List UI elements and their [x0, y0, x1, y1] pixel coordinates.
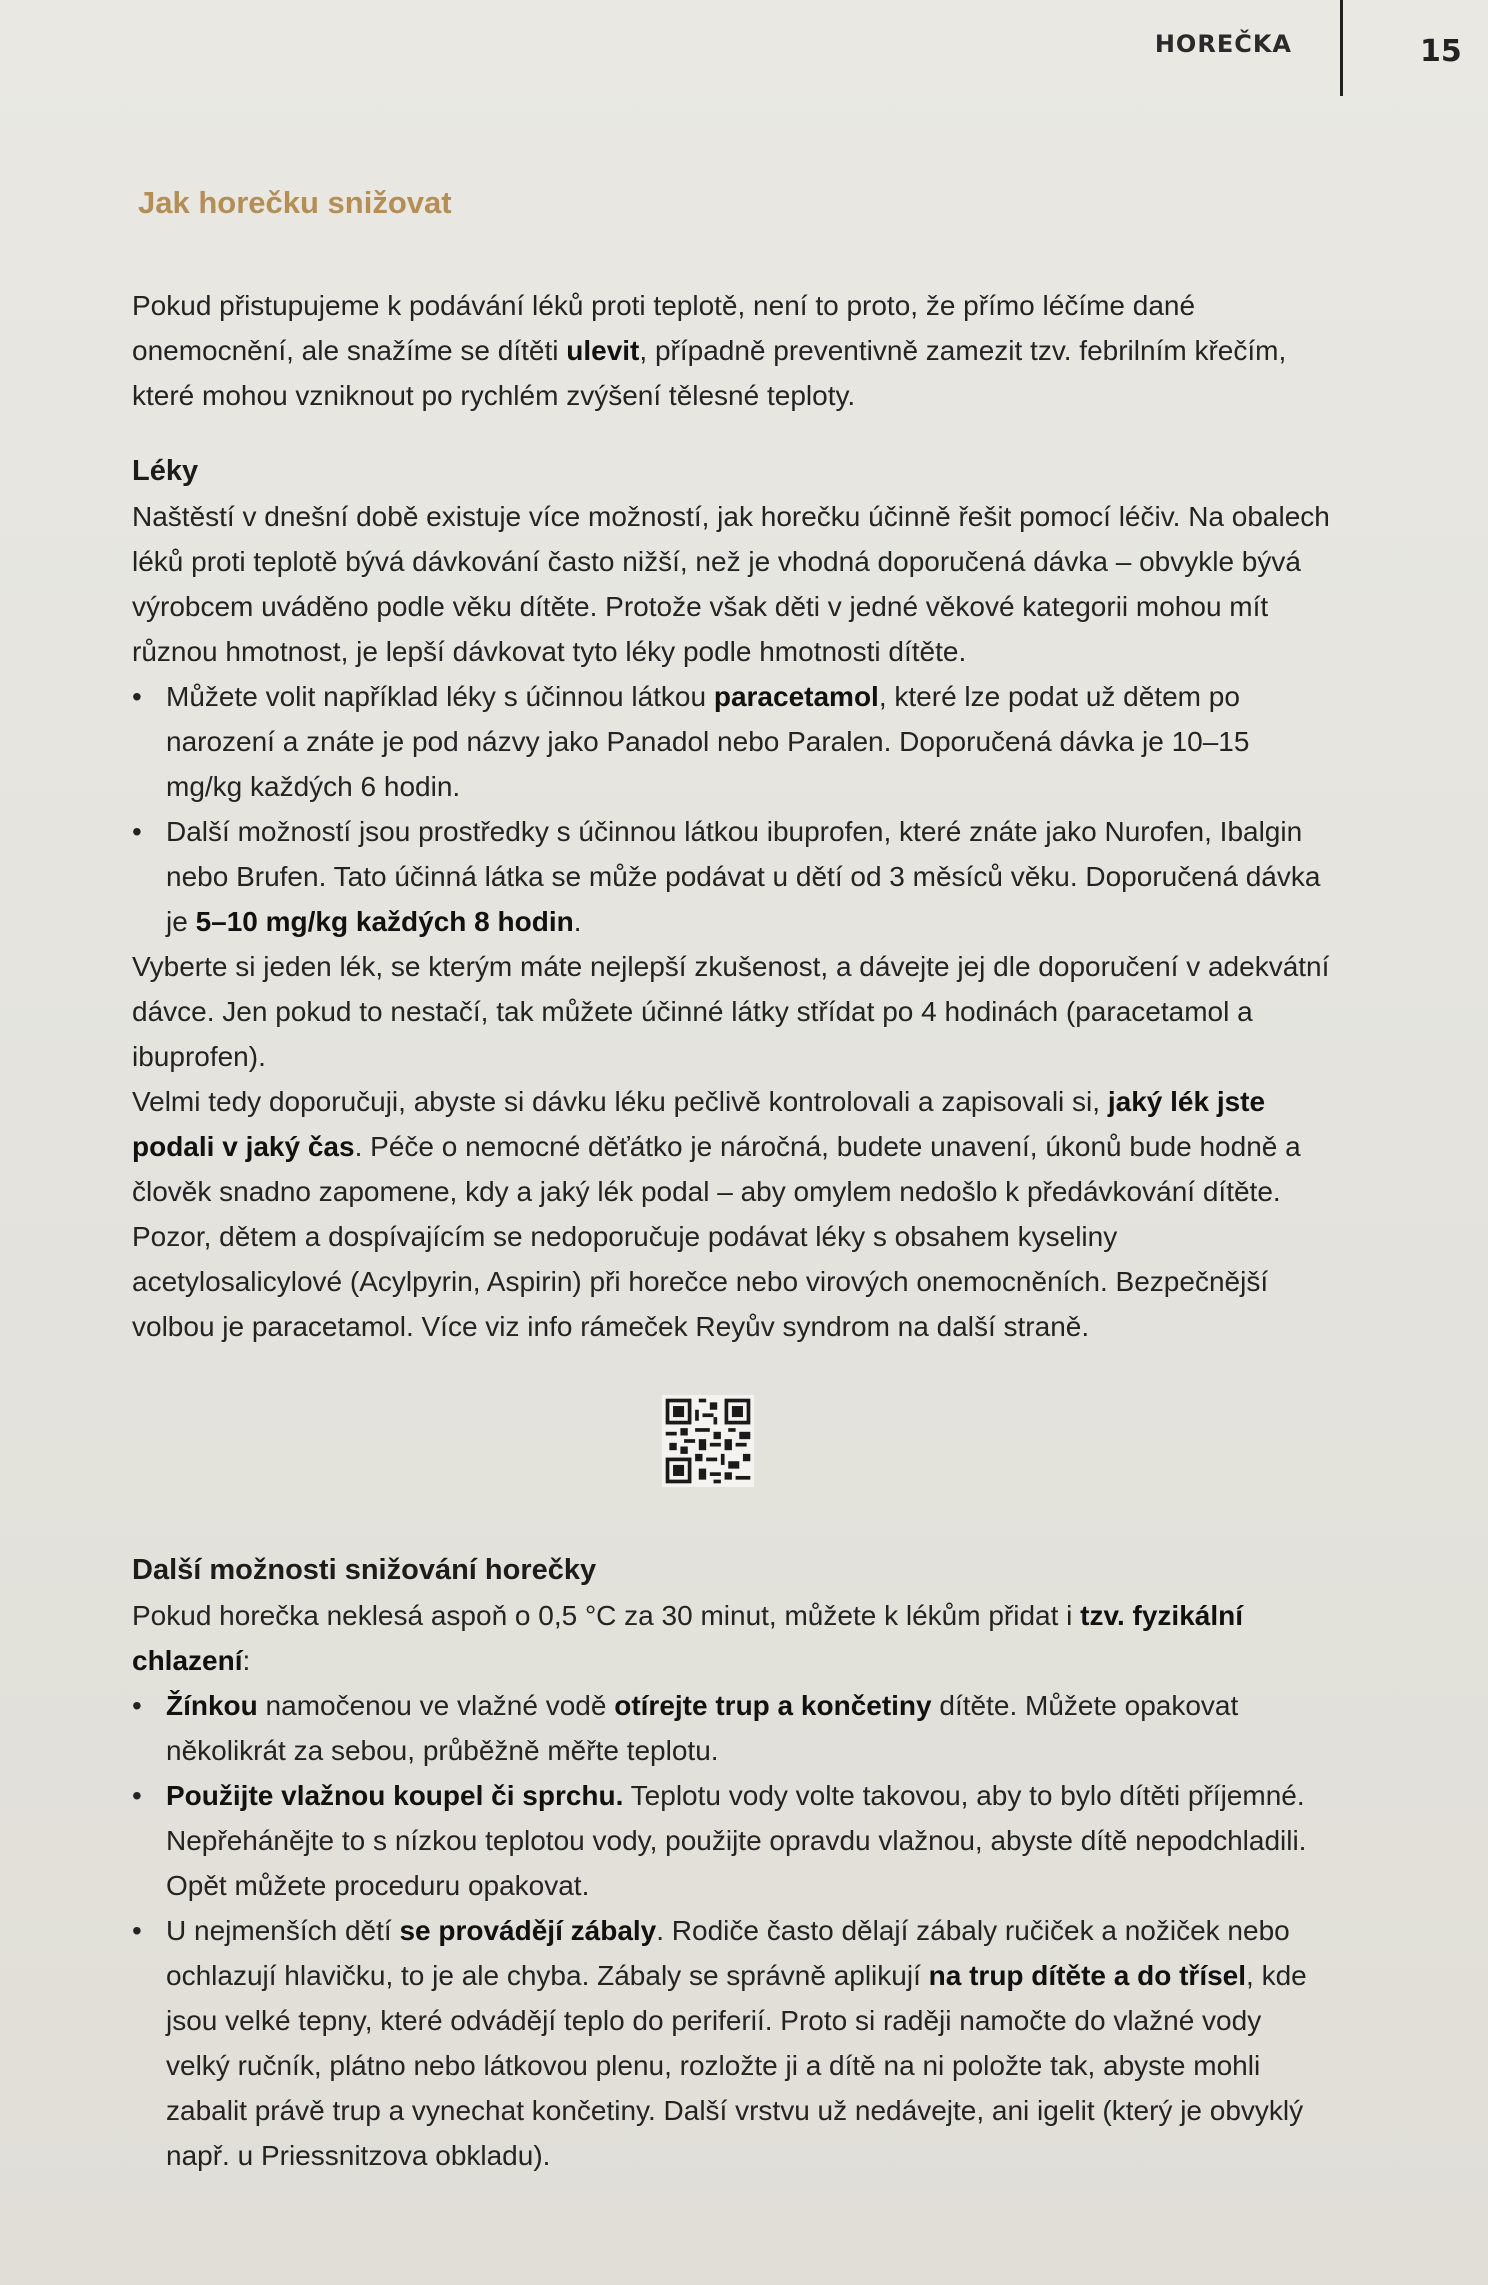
cooling-methods-list: [132, 1683, 1332, 2178]
intro-paragraph: [132, 283, 1332, 418]
paragraph-text: :: [242, 1645, 251, 1676]
other-methods-heading: Další možnosti snižování horečky: [132, 1554, 597, 1586]
list-item: [132, 1683, 1332, 1773]
list-item: [132, 809, 1332, 944]
list-item: [132, 1908, 1332, 2178]
bullet-text: , kde jsou velké tepny, které odvádějí teplo do periferií. Proto si raději namočte do vlažné vody velký ručník, plátno nebo látkovou plenu, rozložte ji a dítě na ni položte tak, abyste mohli zabalit právě trup a vynechat končetiny. Další vrstvu už nedávejte, ani igelit (který je obvyklý např. u Priessnitzova obkladu).: [166, 1960, 1307, 2171]
paragraph-bold: jaký lék jste podali v jaký čas: [132, 1086, 1266, 1162]
header-divider: [1340, 0, 1343, 96]
bullet-bold: na trup dítěte a do třísel: [928, 1960, 1247, 1991]
page-content: [132, 180, 1332, 2178]
medicines-paragraph-2: Vyberte si jeden lék, se kterým máte nejlepší zkušenost, a dávejte jej dle doporučení v adekvátní dávce. Jen pokud to nestačí, tak můžete účinné látky střídat po 4 hodinách (paracetamol a ibuprofen).: [132, 951, 1330, 1072]
bullet-bold: 5–10 mg/kg každých 8 hodin: [195, 906, 574, 937]
bullet-text: . Rodiče často dělají zábaly ručiček a nožiček nebo ochlazují hlavičku, to je ale chyba. Zábaly se správně aplikují: [166, 1915, 1290, 1991]
paragraph-text: Pokud horečka neklesá aspoň o 0,5 °C za 30 minut, můžete k lékům přidat i: [132, 1600, 1081, 1631]
bullet-bold: Žínkou: [166, 1690, 258, 1721]
qr-code-container: [108, 1395, 1308, 1487]
list-item: [132, 674, 1332, 809]
bullet-bold: paracetamol: [713, 681, 879, 712]
bullet-text: , které lze podat už dětem po narození a znáte je pod názvy jako Panadol nebo Paralen. Doporučená dávka je 10–15 mg/kg každých 6 hodin.: [166, 681, 1250, 802]
intro-bold-1: ulevit: [566, 335, 640, 366]
page-number: 15: [1420, 34, 1462, 69]
qr-code-icon[interactable]: [662, 1395, 754, 1487]
bullet-text: dítěte. Můžete opakovat několikrát za sebou, průběžně měřte teplotu.: [166, 1690, 1239, 1766]
medicines-paragraph-3: [132, 1079, 1332, 1214]
bullet-text: Můžete volit například léky s účinnou látkou: [166, 681, 714, 712]
bullet-text: namočenou ve vlažné vodě: [257, 1690, 615, 1721]
paragraph-text: . Péče o nemocné děťátko je náročná, budete unavení, úkonů bude hodně a člověk snadno zapomene, kdy a jaký lék podal – aby omylem nedošlo k předávkování dítěte.: [132, 1131, 1301, 1207]
medicines-paragraph-1: Naštěstí v dnešní době existuje více možností, jak horečku účinně řešit pomocí léčiv. Na obalech léků proti teplotě bývá dávkování často nižší, než je vhodná doporučená dávka – obvykle bývá výrobcem uváděno podle věku dítěte. Protože však děti v jedné věkové kategorii mohou mít různou hmotnost, je lepší dávkovat tyto léky podle hmotnosti dítěte.: [132, 501, 1330, 667]
chapter-header: HOREČKA: [1154, 30, 1292, 58]
bullet-text: Teplotu vody volte takovou, aby to bylo dítěti příjemné. Nepřehánějte to s nízkou teplotou vody, použijte opravdu vlažnou, abyste dítě nepodchladili. Opět můžete proceduru opakovat.: [166, 1780, 1307, 1901]
bullet-text: U nejmenších dětí: [166, 1915, 400, 1946]
bullet-text: .: [573, 906, 582, 937]
other-paragraph-1: [132, 1593, 1332, 1683]
medicines-paragraph-4: Pozor, dětem a dospívajícím se nedoporučuje podávat léky s obsahem kyseliny acetylosalicylové (Acylpyrin, Aspirin) při horečce nebo virových onemocněních. Bezpečnější volbou je paracetamol. Více viz info rámeček Reyův syndrom na další straně.: [132, 1221, 1269, 1342]
bullet-text: Další možností jsou prostředky s účinnou látkou ibuprofen, které znáte jako Nurofen, Ibalgin nebo Brufen. Tato účinná látka se může podávat u dětí od 3 měsíců věku. Doporučená dávka je: [166, 816, 1321, 937]
intro-text-2: , případně preventivně zamezit tzv. febrilním křečím, které mohou vzniknout po rychlém zvýšení tělesné teploty.: [132, 335, 1287, 411]
medicines-heading: Léky: [132, 455, 199, 487]
paragraph-bold: tzv. fyzikální chlazení: [132, 1600, 1244, 1676]
bullet-bold: se provádějí zábaly: [399, 1915, 657, 1946]
paragraph-text: Velmi tedy doporučuji, abyste si dávku léku pečlivě kontrolovali a zapisovali si,: [132, 1086, 1108, 1117]
bullet-bold: otírejte trup a končetiny: [614, 1690, 932, 1721]
medicines-list: [132, 674, 1332, 944]
intro-text-1: Pokud přistupujeme k podávání léků proti teplotě, není to proto, že přímo léčíme dané onemocnění, ale snažíme se dítěti: [132, 290, 1196, 366]
section-title: Jak horečku snižovat: [138, 185, 452, 220]
list-item: [132, 1773, 1332, 1908]
bullet-bold: Použijte vlažnou koupel či sprchu.: [166, 1780, 624, 1811]
